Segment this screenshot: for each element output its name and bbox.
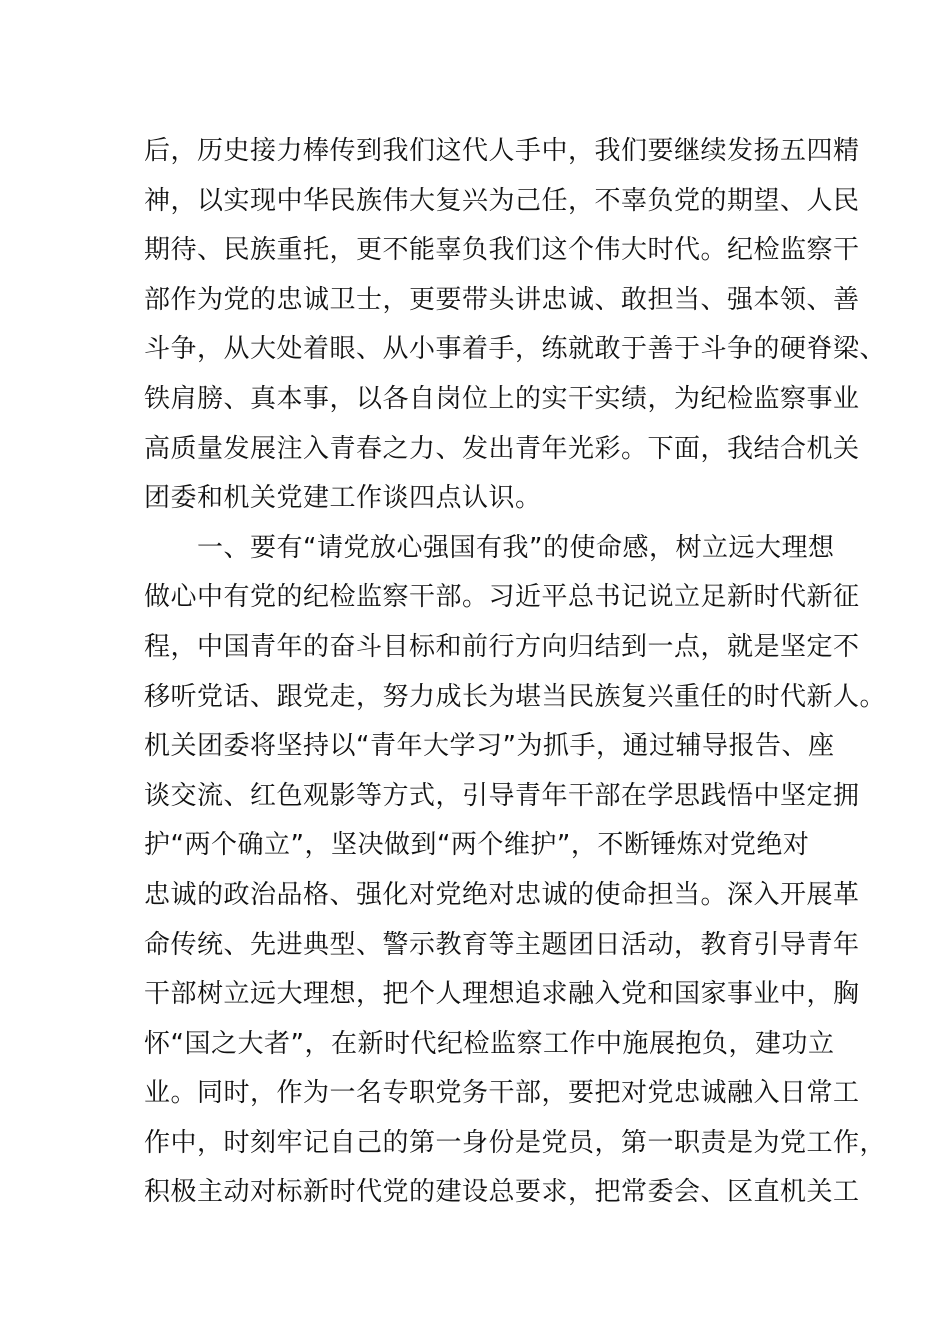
text-line: 后，历史接力棒传到我们这代人手中，我们要继续发扬五四精 [144,136,860,166]
text-line: 移听党话、跟党走，努力成长为堪当民族复兴重任的时代新人。 [144,681,887,712]
text-line: 机关团委将坚持以“青年大学习”为抓手，通过辅导报告、座 [144,731,835,762]
body-text [144,127,887,1218]
text-line: 积极主动对标新时代党的建设总要求，把常委会、区直机关工 [144,1177,860,1208]
text-line: 铁肩膀、真本事，以各自岗位上的实干实绩，为纪检监察事业 [144,383,860,414]
text-line: 高质量发展注入青春之力、发出青年光彩。下面，我结合机关 [144,433,860,464]
text-line: 做心中有党的纪检监察干部。习近平总书记说立足新时代新征 [144,582,860,613]
text-line: 护“两个确立”，坚决做到“两个维护”，不断锤炼对党绝对 [144,830,810,861]
text-line: 部作为党的忠诚卫士，更要带头讲忠诚、敢担当、强本领、善 [144,284,860,315]
text-line: 干部树立远大理想，把个人理想追求融入党和国家事业中，胸 [144,979,860,1010]
text-line: 忠诚的政治品格、强化对党绝对忠诚的使命担当。深入开展革 [144,879,860,910]
text-line: 业。同时，作为一名专职党务干部，要把对党忠诚融入日常工 [144,1078,860,1109]
text-line: 命传统、先进典型、警示教育等主题团日活动，教育引导青年 [144,929,860,960]
text-line: 程，中国青年的奋斗目标和前行方向归结到一点，就是坚定不 [144,631,860,662]
text-line: 团委和机关党建工作谈四点认识。 [144,483,542,514]
text-line: 谈交流、红色观影等方式，引导青年干部在学思践悟中坚定拥 [144,780,860,811]
text-line: 斗争，从大处着眼、从小事着手，练就敢于善于斗争的硬脊梁、 [144,334,887,365]
section-heading-line: 一、要有“请党放心强国有我”的使命感，树立远大理想 [144,532,835,563]
text-line: 期待、民族重托，更不能辜负我们这个伟大时代。纪检监察干 [144,235,860,266]
text-line: 神，以实现中华民族伟大复兴为己任，不辜负党的期望、人民 [144,185,860,216]
text-line: 怀“国之大者”，在新时代纪检监察工作中施展抱负，建功立 [144,1028,835,1059]
text-line: 作中，时刻牢记自己的第一身份是党员，第一职责是为党工作， [144,1127,887,1158]
